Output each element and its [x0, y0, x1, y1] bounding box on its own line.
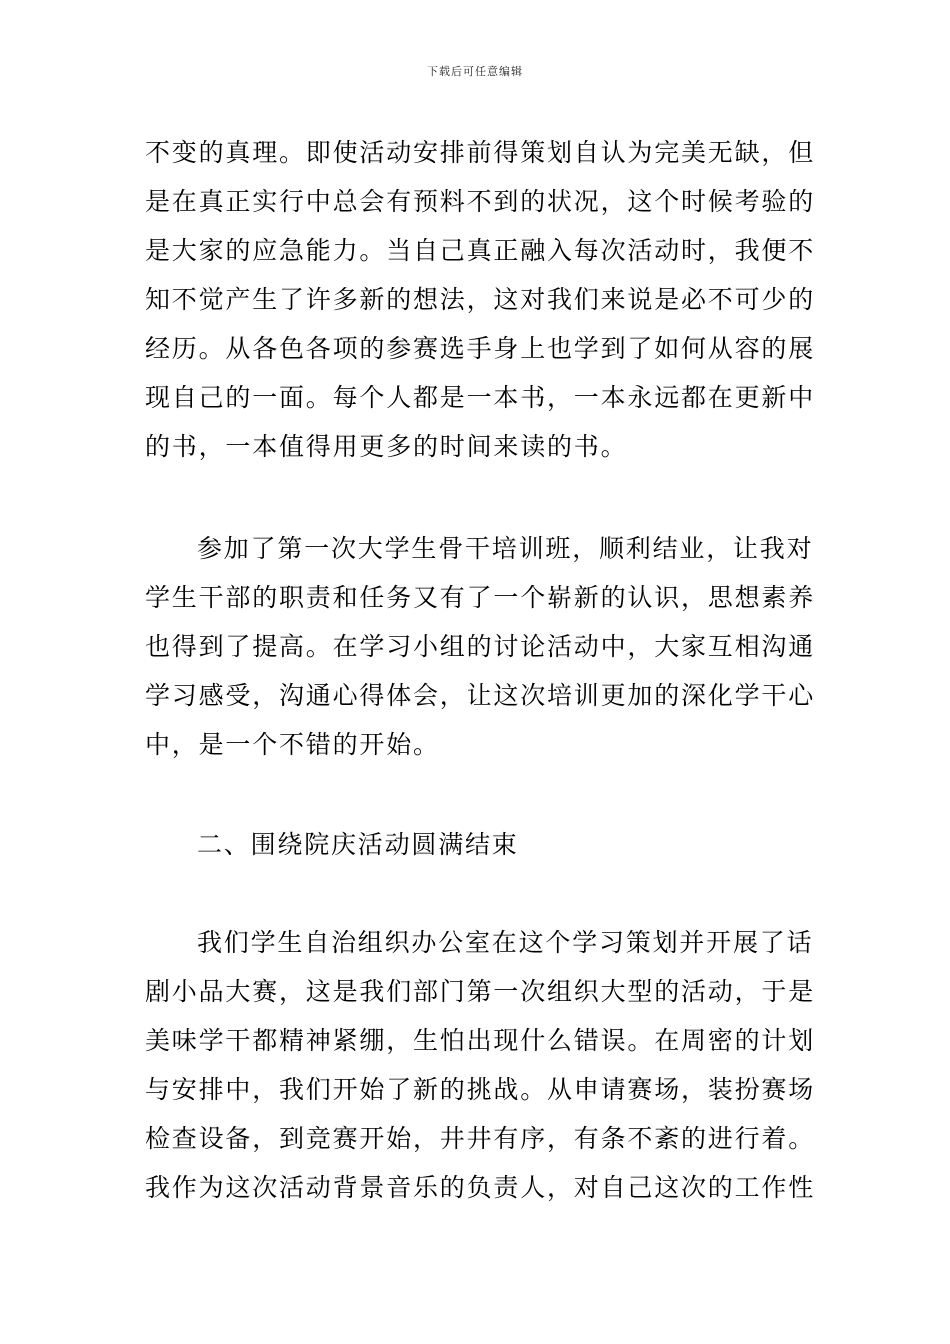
section-heading	[145, 820, 810, 869]
text-line: 的书，一本值得用更多的时间来读的书。	[145, 432, 628, 461]
text-line: 学生干部的职责和任务又有了一个崭新的认识，思想素养	[145, 583, 816, 612]
text-line: 也得到了提高。在学习小组的讨论活动中，大家互相沟通	[145, 632, 816, 661]
text-line: 检查设备，到竞赛开始，井井有序，有条不紊的进行着。	[145, 1124, 816, 1153]
text-line: 知不觉产生了许多新的想法，这对我们来说是必不可少的	[145, 285, 816, 314]
text-line: 是在真正实行中总会有预料不到的状况，这个时候考验的	[145, 187, 816, 216]
paragraph-2	[145, 524, 816, 769]
section-heading-text: 二、围绕院庆活动圆满结束	[197, 830, 519, 859]
text-line: 是大家的应急能力。当自己真正融入每次活动时，我便不	[145, 236, 816, 265]
text-line: 我作为这次活动背景音乐的负责人，对自己这次的工作性	[145, 1173, 816, 1202]
text-line: 中，是一个不错的开始。	[145, 730, 440, 759]
text-line: 经历。从各色各项的参赛选手身上也学到了如何从容的展	[145, 334, 816, 363]
text-line: 我们学生自治组织办公室在这个学习策划并开展了话	[197, 928, 814, 957]
paragraph-1	[145, 128, 816, 471]
text-line: 学习感受，沟通心得体会，让这次培训更加的深化学干心	[145, 681, 816, 710]
page-header: 下载后可任意编辑	[427, 65, 523, 78]
text-line: 参加了第一次大学生骨干培训班，顺利结业，让我对	[197, 534, 814, 563]
text-line: 与安排中，我们开始了新的挑战。从申请赛场，装扮赛场	[145, 1075, 816, 1104]
paragraph-3	[145, 918, 816, 1212]
text-line: 不变的真理。即使活动安排前得策划自认为完美无缺，但	[145, 138, 816, 167]
text-line: 美味学干都精神紧绷，生怕出现什么错误。在周密的计划	[145, 1026, 816, 1055]
text-line: 剧小品大赛，这是我们部门第一次组织大型的活动，于是	[145, 977, 816, 1006]
text-line: 现自己的一面。每个人都是一本书，一本永远都在更新中	[145, 383, 816, 412]
